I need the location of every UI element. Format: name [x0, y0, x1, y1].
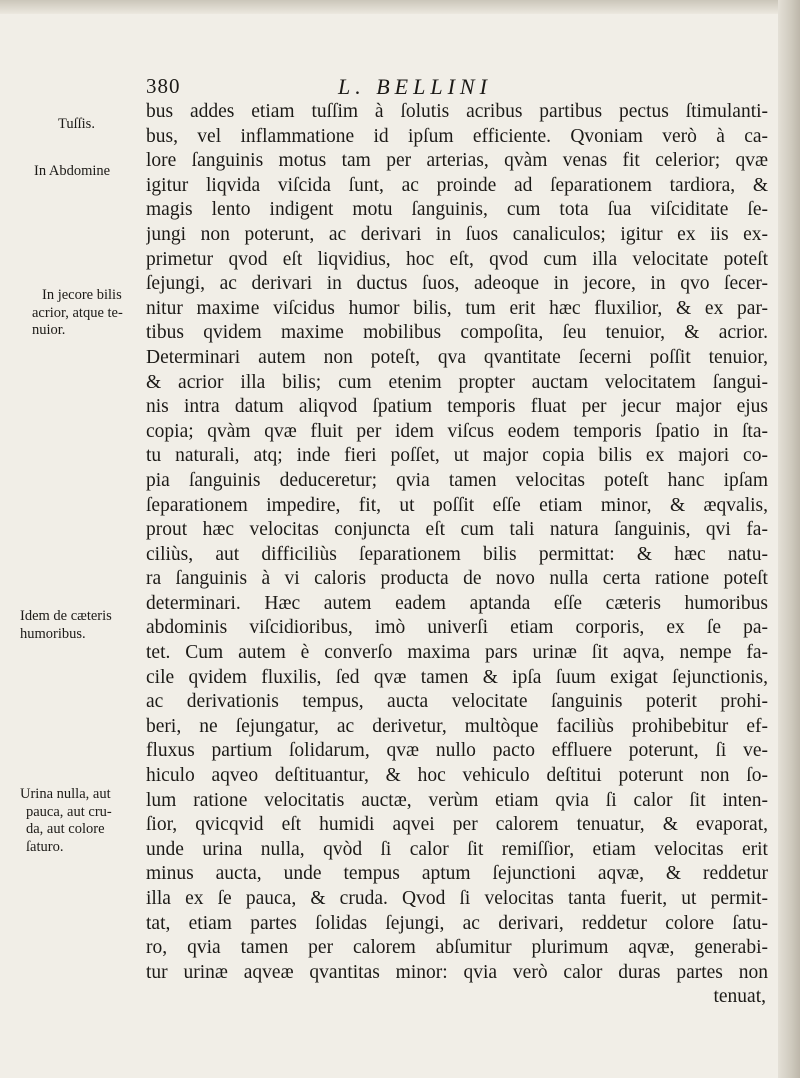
- text-line: ſeparationem impedire, fit, ut poſſit eſſe etiam minor, & æqvalis,: [146, 494, 769, 516]
- text-line: ciliùs, aut difficiliùs ſeparationem bilis permittat: & hæc natu-: [146, 543, 768, 565]
- text-line: copia; qvàm qvæ fluit per idem viſcus eodem temporis ſpatio in ſta-: [146, 420, 768, 442]
- margin-note-line: Urina nulla, aut: [20, 786, 111, 802]
- margin-note-line: pauca, aut cru-: [26, 803, 112, 820]
- text-line: illa ex ſe pauca, & cruda. Qvod ſi velocitas tanta fuerit, ut permit-: [146, 888, 768, 909]
- text-line: ſejungi, ac derivari in ductus ſuos, adeoque in jecore, in qvo ſecer-: [146, 273, 769, 295]
- text-line: lum ratione velocitatis auctæ, verùm etiam qvia ſi calor ſit inten-: [146, 789, 768, 811]
- text-line: tur urinæ aqveæ qvantitas minor: qvia verò calor duras partes non: [146, 961, 768, 983]
- text-line: prout hæc velocitas conjuncta eſt cum tali natura ſanguinis, qvi fa-: [146, 519, 768, 541]
- text-line: ro, qvia tamen per calorem abſumitur plurimum aqvæ, generabi-: [146, 937, 768, 959]
- text-line: minus aucta, unde tempus aptum ſejunctioni aqvæ, & reddetur: [146, 863, 769, 885]
- body-text: [146, 100, 770, 1010]
- margin-note-line: acrior, atque te-: [32, 304, 123, 321]
- margin-note-line: Idem de cæteris: [20, 608, 112, 624]
- margin-note-humoribus: [20, 608, 112, 643]
- text-line: nis intra datum aliqvod ſpatium temporis fluat per jecur major ejus: [146, 396, 768, 418]
- margin-note-line: In jecore bilis: [42, 287, 122, 303]
- page-top-shadow: [0, 0, 800, 14]
- text-line: lore ſanguinis motus tam per arterias, qvàm venas fit celerior; qvæ: [146, 150, 769, 172]
- text-line: ſior, qvicqvid eſt humidi aqvei per calorem tenuatur, & evaporat,: [146, 814, 768, 836]
- text-line: Determinari autem non poteſt, qva qvantitate ſecerni poſſit tenuior,: [146, 346, 768, 368]
- margin-note-urina: [20, 786, 112, 856]
- text-line: tibus qvidem maxime mobilibus compoſita, ſeu tenuior, & acrior.: [146, 322, 768, 344]
- page-gutter-edge: [778, 0, 800, 1078]
- text-line: pia ſanguinis deduceretur; qvia tamen velocitas poteſt hanc ipſam: [146, 469, 768, 491]
- margin-note-line: In Abdomine: [34, 163, 111, 179]
- text-line: magis lento indigent motu ſanguinis, cum tota ſua viſciditate ſe-: [146, 199, 768, 221]
- margin-note-line: humoribus.: [20, 625, 86, 642]
- text-line: bus, vel inflammatione id ipſum efficiente. Qvoniam verò à ca-: [146, 125, 769, 147]
- margin-note-line: Tuſſis.: [58, 116, 95, 132]
- text-line: hiculo aqveo deſtituantur, & hoc vehiculo deſtitui poterunt non ſo-: [146, 765, 768, 787]
- text-line: bus addes etiam tuſſim à ſolutis acribus partibus pectus ſtimulanti-: [146, 101, 769, 122]
- margin-note-tussis: [58, 116, 95, 134]
- margin-note-jecore: [32, 287, 123, 340]
- text-line: primetur qvod eſt liqvidius, hoc eſt, qvod cum illa velocitate poteſt: [146, 248, 769, 270]
- text-line: igitur liqvida viſcida ſunt, ac proinde ad ſeparationem tardiora, &: [146, 174, 769, 196]
- text-line: determinari. Hæc autem eadem aptanda eſſe cæteris humoribus: [146, 592, 768, 614]
- text-line: beri, ne ſejungatur, ac derivetur, multòque faciliùs prohibebitur ef-: [146, 715, 768, 737]
- text-line: abdominis viſcidioribus, imò univerſi etiam corporis, ex ſe pa-: [146, 617, 768, 639]
- page-number: 380: [146, 74, 181, 98]
- text-line: nitur maxime viſcidus humor bilis, tum erit hæc fluxilior, & ex par-: [146, 297, 769, 319]
- running-head: L. BELLINI: [338, 74, 492, 99]
- text-line: tu naturali, atq; inde fieri poſſet, ut major copia bilis ex majori co-: [146, 445, 768, 467]
- catchword: tenuat,: [713, 986, 766, 1008]
- margin-note-abdomine: [34, 163, 110, 181]
- text-line: fluxus partium ſolidarum, qvæ nullo pacto effluere poterunt, ſi ve-: [146, 740, 769, 762]
- text-line: tet. Cum autem è converſo maxima pars urinæ ſit aqva, nempe fa-: [146, 642, 769, 664]
- text-line: cile qvidem fluxilis, ſed qvæ tamen & ipſa ſuum exigat ſejunctionis,: [146, 666, 768, 688]
- text-line: tat, etiam partes ſolidas ſejungi, ac derivari, reddetur colore ſatu-: [146, 912, 768, 934]
- text-line: jungi non poterunt, ac derivari in ſuos canaliculos; igitur ex iis ex-: [146, 223, 769, 245]
- text-line: & acrior illa bilis; cum etenim propter auctam velocitatem ſangui-: [146, 371, 768, 393]
- text-line: ra ſanguinis à vi caloris producta de novo nulla certa ratione poteſt: [146, 568, 768, 590]
- text-line: unde urina nulla, qvòd ſi calor ſit remiſſior, etiam velocitas erit: [146, 838, 768, 860]
- margin-note-line: nuior.: [32, 322, 66, 338]
- margin-note-line: ſaturo.: [26, 838, 64, 855]
- text-line: ac derivationis tempus, aucta velocitate ſanguinis poterit prohi-: [146, 691, 769, 713]
- margin-note-line: da, aut colore: [26, 821, 105, 837]
